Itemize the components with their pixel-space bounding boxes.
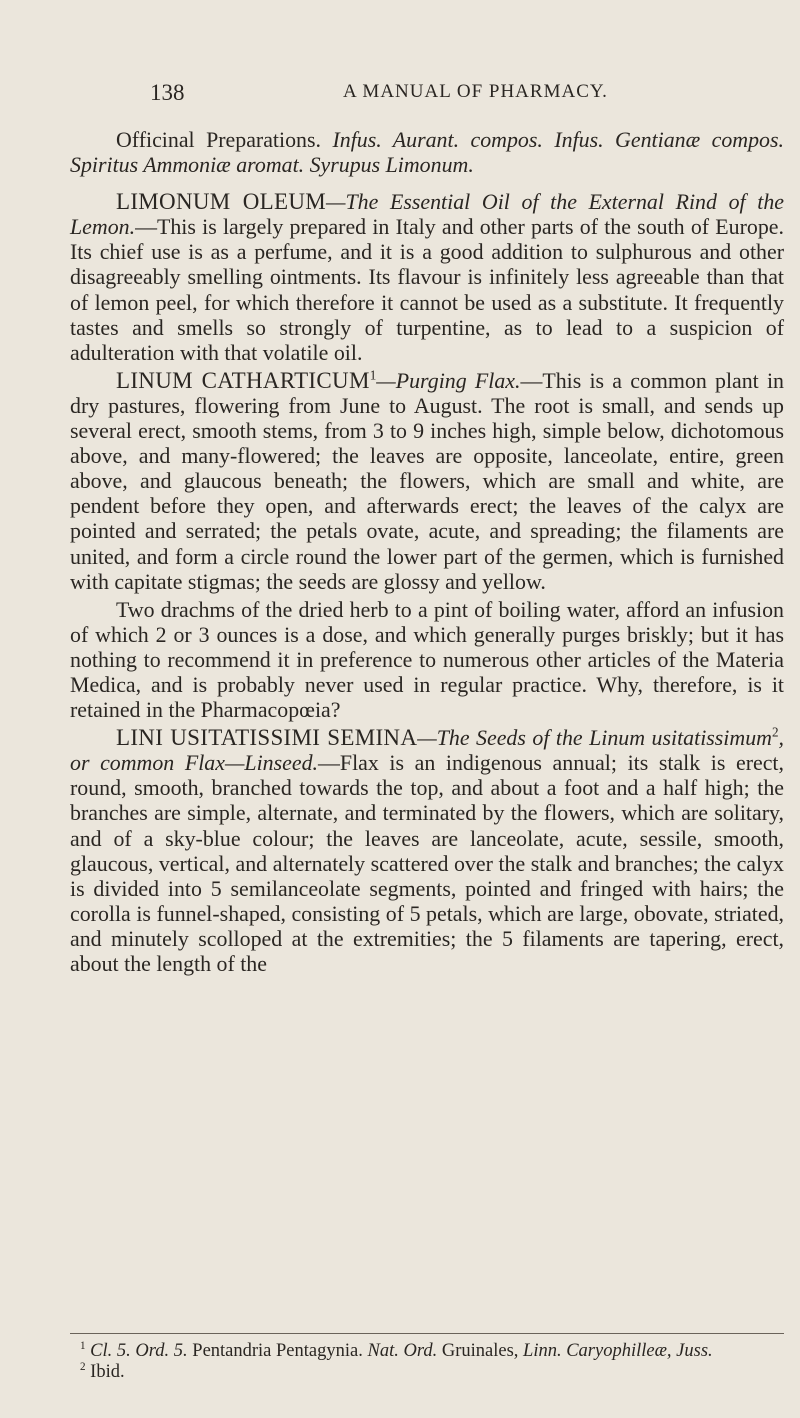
lini-subtitle-b: , or common Flax <box>70 725 785 776</box>
footnote-1 <box>70 1341 784 1362</box>
footnote-1-class: Cl. 5. Ord. 5. <box>90 1341 188 1361</box>
linum-text: —This is a common plant in dry pastures, flowering from June to August. The root is small, and sends up several erect, smooth stems, from 3 to 9 inches high, simple below, dichotomous above, and many-flowered; the leaves are opposite, lanceolate, entire, green above, and glaucous beneath; the flowers, which are small and white, are pendent before they open, and afterwards erect; the leaves of the calyx are pointed and serrated; the petals ovate, acute, and spreading; the filaments are united, and form a circle round the lower part of the germen, which is furnished with capitate stigmas; the seeds are glossy and yellow. <box>70 367 784 594</box>
officinal-preparations: Infus. Aurant. compos. Infus. Gentianæ compos. Spiritus Ammoniæ aromat. Syrupus Limonum. <box>70 127 784 178</box>
lini-subtitle-c: —Linseed. <box>224 750 318 776</box>
limonum-subtitle: The Essential Oil of the External Rind of the Lemon. <box>70 189 784 240</box>
limonum-heading: LIMONUM OLEUM <box>116 189 327 215</box>
footnote-1-mark: 1 <box>80 1339 86 1352</box>
footnote-1-gruinales: Gruinales, <box>441 1341 519 1361</box>
lini-paragraph <box>70 725 784 976</box>
footnote-2-mark: 2 <box>80 1360 86 1373</box>
lini-heading: LINI USITATISSIMI SEMINA <box>116 725 418 751</box>
running-title: A MANUAL OF PHARMACY. <box>343 81 608 102</box>
officinal-paragraph <box>70 127 784 177</box>
officinal-label: Officinal Preparations. <box>116 127 321 152</box>
limonum-paragraph <box>70 189 784 365</box>
linum-note-ref: 1 <box>369 367 377 383</box>
page-number: 138 <box>150 80 185 105</box>
linum-dose-paragraph <box>70 597 784 722</box>
linum-paragraph <box>70 368 784 594</box>
limonum-subtitle-dash: — <box>326 189 346 215</box>
footnote-2 <box>70 1362 784 1383</box>
limonum-text: —This is largely prepared in Italy and other parts of the south of Europe. Its chief use is as a perfume, and it is a good addition to sulphurous and other disagreeably smelling ointments. Its flavour is infinitely less agreeable than that of lemon peel, for which therefore it cannot be used as a substitute. It frequently tastes and smells so strongly of turpentine, as to lead to a suspicion of adulteration with that volatile oil. <box>70 214 784 365</box>
lini-text: —Flax is an indigenous annual; its stalk is erect, round, smooth, branched towards the top, and about a foot and a half high; the branches are simple, alternate, and terminated by the flowers, which are solitary, and of a sky-blue colour; the leaves are lanceolate, acute, sessile, smooth, glaucous, vertical, and alternately scattered over the stalk and branches; the calyx is divided into 5 semilanceolate segments, pointed and fringed with hairs; the corolla is funnel-shaped, consisting of 5 petals, which are large, obovate, striated, and minutely scolloped at the extremities; the 5 filaments are tapering, erect, about the length of the <box>70 750 784 976</box>
linum-dose-text: Two drachms of the dried herb to a pint of boiling water, afford an infusion of which 2 or 3 ounces is a dose, and which generally purges briskly; but it has nothing to recommend it in preference to numerous other articles of the Materia Medica, and is probably never used in regular practice. Why, therefore, is it retained in the Pharmacopœia? <box>70 596 784 723</box>
footnote-1-system: Pentandria Pentagynia. <box>192 1341 363 1361</box>
linum-subtitle-dash: — <box>376 367 396 393</box>
page-body <box>70 127 784 976</box>
footnote-1-linn: Linn. Caryophilleæ, Juss. <box>523 1341 713 1361</box>
linum-heading: LINUM CATHARTICUM <box>116 367 370 393</box>
lini-subtitle-a: The Seeds of the Linum usitatissimum <box>436 725 772 751</box>
footnote-divider <box>70 1333 784 1334</box>
lini-subtitle-dash: — <box>417 725 437 751</box>
footnote-2-text: Ibid. <box>90 1362 125 1382</box>
footnote-1-natord: Nat. Ord. <box>367 1341 438 1361</box>
linum-subtitle: Purging Flax. <box>395 367 521 393</box>
footnotes <box>70 1341 784 1383</box>
lini-note-ref: 2 <box>771 724 779 740</box>
